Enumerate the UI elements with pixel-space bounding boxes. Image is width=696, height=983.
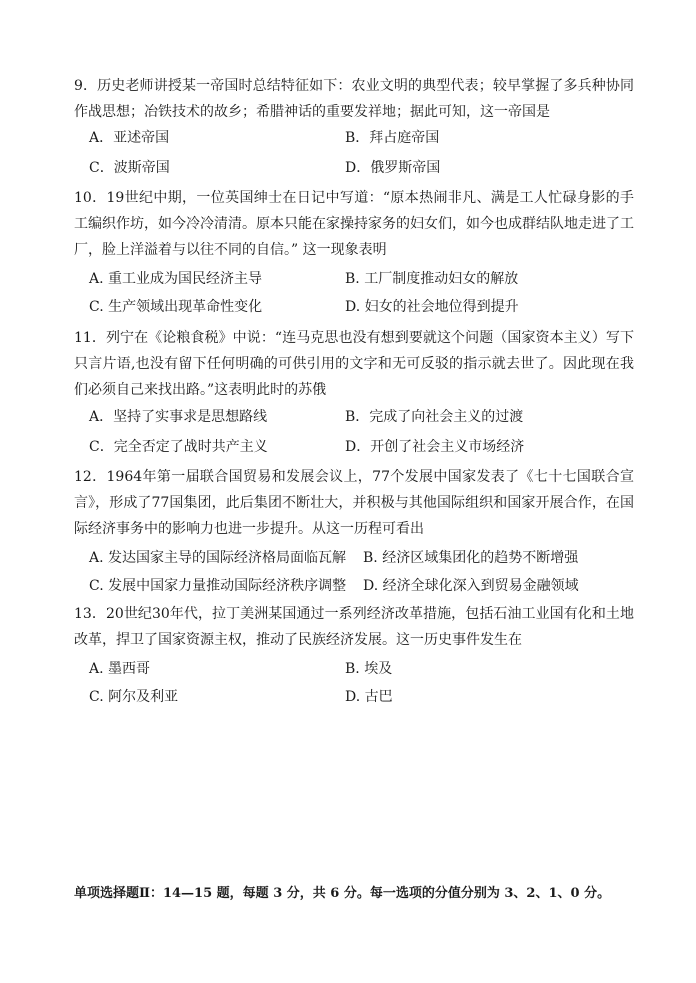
- question-10-options-row-2: [89, 294, 649, 320]
- question-12-stem: 12．1964年第一届联合国贸易和发展会议上，77个发展中国家发表了《七十七国联合宣言》，形成了77国集团，此后集团不断壮大，并积极与其他国际组织和国家开展合作，在国际经济事务中的影响力也进一步提升。从这一历程可看出: [74, 469, 634, 537]
- question-12-option-c[interactable]: C. 发展中国家力量推动国际经济秩序调整: [89, 578, 347, 594]
- question-13-option-a[interactable]: A. 墨西哥: [89, 661, 151, 677]
- question-9-stem: 9．历史老师讲授某一帝国时总结特征如下：农业文明的典型代表；较早掌握了多兵种协同作战思想；冶铁技术的故乡；希腊神话的重要发祥地；据此可知，这一帝国是: [74, 78, 634, 120]
- question-13-option-d[interactable]: D. 古巴: [345, 689, 393, 705]
- question-9-options-row-1: [89, 125, 649, 151]
- question-11-option-c[interactable]: C．完全否定了战时共产主义: [89, 439, 268, 455]
- question-9-options-row-2: [89, 155, 649, 181]
- question-10-option-c[interactable]: C. 生产领域出现革命性变化: [89, 299, 263, 315]
- question-11-options-row-2: [89, 434, 649, 460]
- question-10-option-d[interactable]: D. 妇女的社会地位得到提升: [345, 299, 519, 315]
- question-9-option-d[interactable]: D．俄罗斯帝国: [345, 160, 441, 176]
- question-13-option-c[interactable]: C. 阿尔及利亚: [89, 689, 179, 705]
- question-12-option-a[interactable]: A. 发达国家主导的国际经济格局面临瓦解: [89, 550, 347, 566]
- question-10-option-a[interactable]: A. 重工业成为国民经济主导: [89, 271, 263, 287]
- question-12-options-row-1: [89, 545, 649, 571]
- question-11-options-row-1: [89, 404, 649, 430]
- question-10-options-row-1: [89, 266, 649, 292]
- question-9-option-b[interactable]: B．拜占庭帝国: [345, 130, 440, 146]
- question-9-option-a[interactable]: A．亚述帝国: [89, 130, 170, 146]
- question-11-option-d[interactable]: D．开创了社会主义市场经济: [345, 439, 525, 455]
- question-10-stem: 10．19世纪中期，一位英国绅士在日记中写道：“原本热闹非凡、满是工人忙碌身影的手工编织作坊，如今冷冷清清。原本只能在家操持家务的妇女们，如今也成群结队地走进了工厂，脸上洋溢着与以往不同的自信。” 这一现象表明: [74, 190, 634, 258]
- section-heading: 单项选择题Ⅱ：14—15 题，每题 3 分，共 6 分。每一选项的分值分别为 3、2、1、0 分。: [74, 886, 611, 901]
- question-11-option-b[interactable]: B．完成了向社会主义的过渡: [345, 409, 524, 425]
- question-12-options-row-2: [89, 573, 649, 599]
- question-12-option-d[interactable]: D. 经济全球化深入到贸易金融领域: [363, 578, 579, 594]
- question-9-option-c[interactable]: C．波斯帝国: [89, 160, 170, 176]
- question-10-option-b[interactable]: B. 工厂制度推动妇女的解放: [345, 271, 519, 287]
- question-11-option-a[interactable]: A．坚持了实事求是思想路线: [89, 409, 268, 425]
- question-11-stem: 11．列宁在《论粮食税》中说：“连马克思也没有想到要就这个问题（国家资本主义）写下只言片语,也没有留下任何明确的可供引用的文字和无可反驳的指示就去世了。因此现在我们必须自己来找出路。”这表明此时的苏俄: [74, 330, 634, 398]
- question-13-option-b[interactable]: B. 埃及: [345, 661, 393, 677]
- question-12-option-b[interactable]: B. 经济区域集团化的趋势不断增强: [363, 550, 579, 566]
- question-13-options-row-2: [89, 684, 649, 710]
- question-13-options-row-1: [89, 656, 649, 682]
- question-13-stem: 13．20世纪30年代，拉丁美洲某国通过一系列经济改革措施，包括石油工业国有化和土地改革，捍卫了国家资源主权，推动了民族经济发展。这一历史事件发生在: [74, 606, 634, 648]
